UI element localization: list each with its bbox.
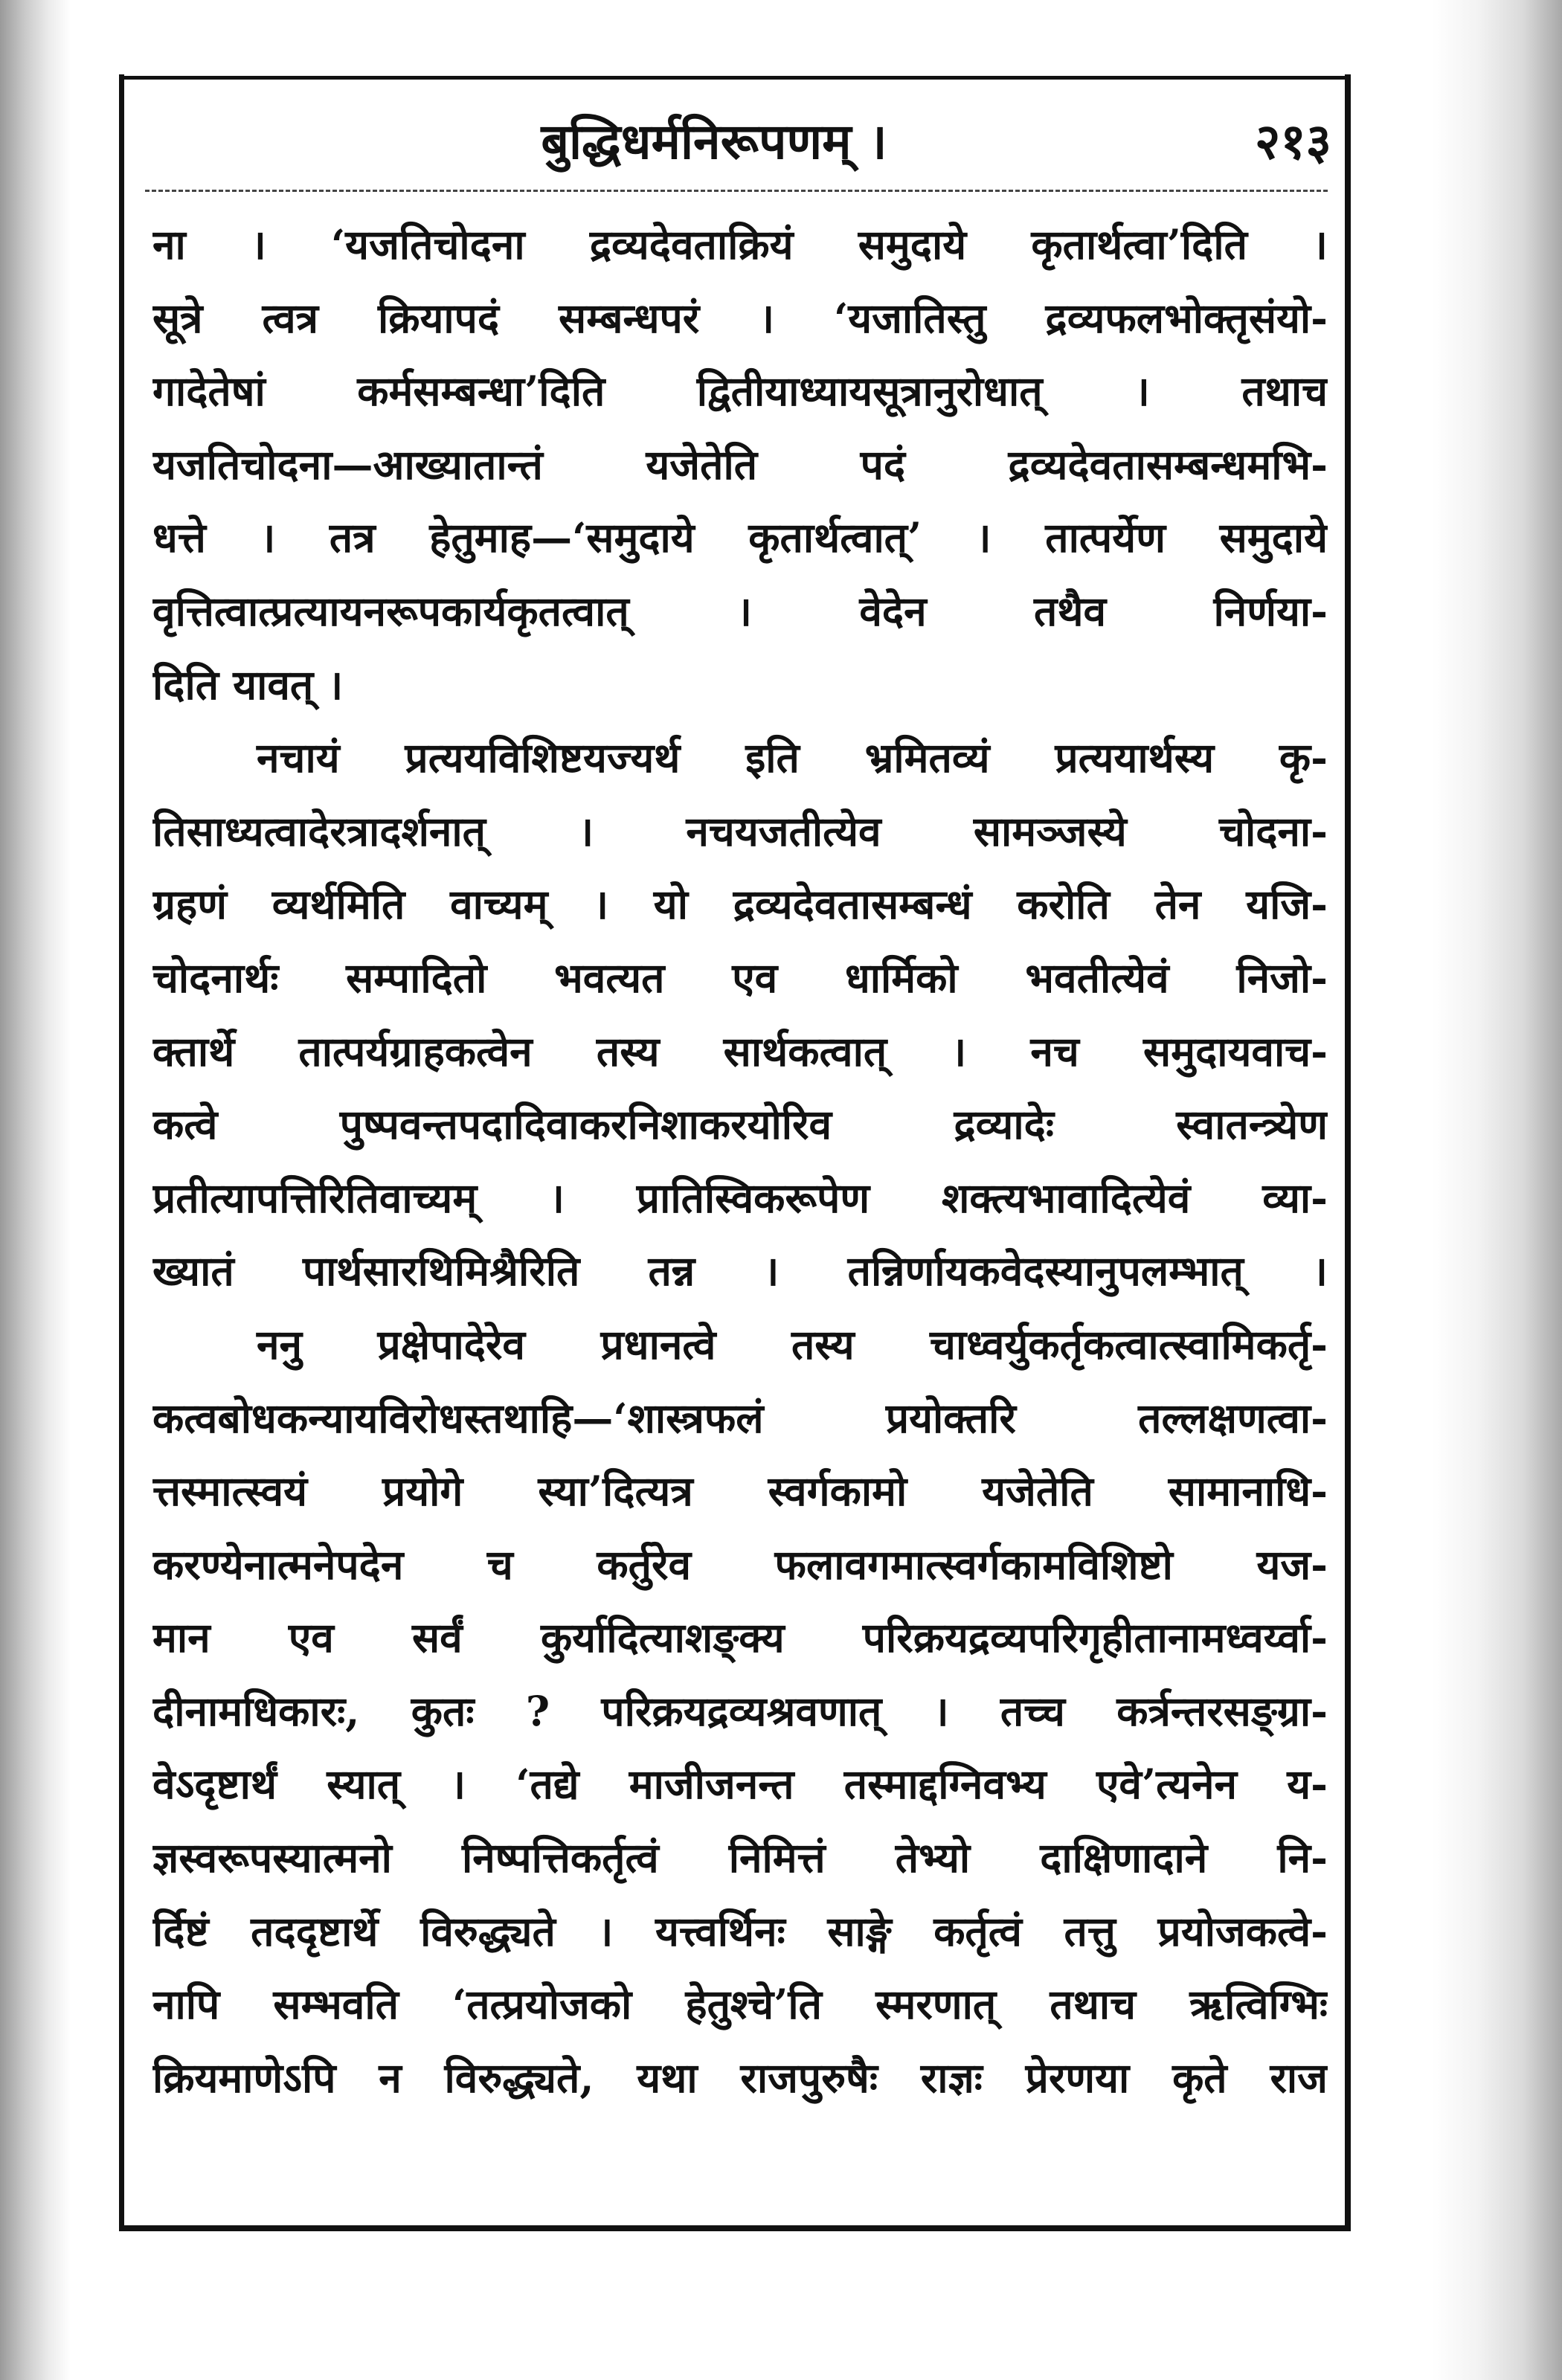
page-frame-bottom-rule — [119, 2225, 1351, 2231]
text-line: मान एव सर्वं कुर्यादित्याशङ्क्य परिक्रयद्रव्यपरिगृहीतानामध्वर्य्वा- — [152, 1613, 1328, 1662]
text-line: गादेतेषां कर्मसम्बन्धा’दिति द्वितीयाध्यायसूत्रानुरोधात् । तथाच — [152, 367, 1328, 416]
text-line: दिति यावत् । — [152, 660, 344, 709]
text-line: नापि सम्भवति ‘तत्प्रयोजको हेतुश्चे’ति स्मरणात् तथाच ऋत्विग्भिः — [152, 1980, 1328, 2029]
text-line: दीनामधिकारः, कुतः ? परिक्रयद्रव्यश्रवणात् । तच्च कर्त्रन्तरसङ्ग्रा- — [152, 1686, 1328, 1735]
text-line: धत्ते । तत्र हेतुमाह—‘समुदाये कृतार्थत्वात्’ । तात्पर्येण समुदाये — [152, 513, 1328, 562]
text-line: चोदनार्थः सम्पादितो भवत्यत एव धार्मिको भवतीत्येवं निजो- — [152, 953, 1328, 1002]
running-title: बुद्धिधर्मनिरूपणम् । — [541, 112, 887, 170]
page-frame-top-rule — [119, 76, 1351, 80]
text-line: सूत्रे त्वत्र क्रियापदं सम्बन्धपरं । ‘यजातिस्तु द्रव्यफलभोक्तृसंयो- — [152, 293, 1328, 342]
page-number: २१३ — [1255, 112, 1331, 170]
text-line: यजतिचोदना—आख्यातान्तं यजेतेति पदं द्रव्यदेवतासम्बन्धमभि- — [152, 440, 1328, 489]
text-line: तिसाध्यत्वादेरत्रादर्शनात् । नचयजतीत्येव सामञ्जस्ये चोदना- — [152, 806, 1328, 855]
text-line: कत्वबोधकन्यायविरोधस्तथाहि—‘शास्त्रफलं प्रयोक्तरि तल्लक्षणत्वा- — [152, 1393, 1328, 1442]
text-line: करण्येनात्मनेपदेन च कर्तुरेव फलावगमात्स्वर्गकामविशिष्टो यज- — [152, 1540, 1328, 1589]
paragraph-start-line: नचायं प्रत्ययविशिष्टयज्यर्थ इति भ्रमितव्यं प्रत्ययार्थस्य कृ- — [257, 733, 1328, 782]
paragraph-start-line: ननु प्रक्षेपादेरेव प्रधानत्वे तस्य चाध्वर्युकर्तृकत्वात्स्वामिकर्तृ- — [257, 1319, 1328, 1368]
text-line: वृत्तित्वात्प्रत्यायनरूपकार्यकृतत्वात् । वेदेन तथैव निर्णया- — [152, 586, 1328, 635]
text-line: कत्वे पुष्पवन्तपदादिवाकरनिशाकरयोरिव द्रव्यादेः स्वातन्त्र्येण — [152, 1100, 1328, 1149]
text-line: ज्ञस्वरूपस्यात्मनो निष्पत्तिकर्तृत्वं निमित्तं तेभ्यो दाक्षिणादाने नि- — [152, 1833, 1328, 1882]
text-line: ख्यातं पार्थसारथिमिश्रैरिति तन्न । तन्निर्णायकवेदस्यानुपलम्भात् । — [152, 1247, 1328, 1296]
text-line: ग्रहणं व्यर्थमिति वाच्यम् । यो द्रव्यदेवतासम्बन्धं करोति तेन यजि- — [152, 880, 1328, 929]
text-line: र्दिष्टं तददृष्टार्थे विरुद्ध्यते । यत्त्वर्थिनः साङ्गे कर्तृत्वं तत्तु प्रयोजकत्वे- — [152, 1906, 1328, 1955]
text-line: प्रतीत्यापत्तिरितिवाच्यम् । प्रातिस्विकरूपेण शक्त्यभावादित्येवं व्या- — [152, 1173, 1328, 1222]
header-divider — [145, 190, 1328, 192]
text-line: क्रियमाणेऽपि न विरुद्ध्यते, यथा राजपुरुषैः राज्ञः प्रेरणया कृते राज — [152, 2053, 1328, 2102]
text-line: त्तस्मात्स्वयं प्रयोगे स्या’दित्यत्र स्वर्गकामो यजेतेति सामानाधि- — [152, 1467, 1328, 1516]
scan-shadow-right — [1432, 0, 1562, 2380]
text-line: ना । ‘यजतिचोदना द्रव्यदेवताक्रियं समुदाये कृतार्थत्वा’दिति । — [152, 220, 1328, 268]
page-frame-left-rule — [119, 74, 124, 2231]
page-frame-right-rule — [1345, 74, 1351, 2231]
scan-shadow-left — [0, 0, 71, 2380]
text-line: वेऽदृष्टार्थं स्यात् । ‘तद्ये माजीजनन्त तस्माद्दग्निवभ्य एवे’त्यनेन य- — [152, 1760, 1328, 1809]
text-line: क्तार्थे तात्पर्यग्राहकत्वेन तस्य सार्थकत्वात् । नच समुदायवाच- — [152, 1026, 1328, 1075]
body-text — [152, 208, 1328, 2114]
